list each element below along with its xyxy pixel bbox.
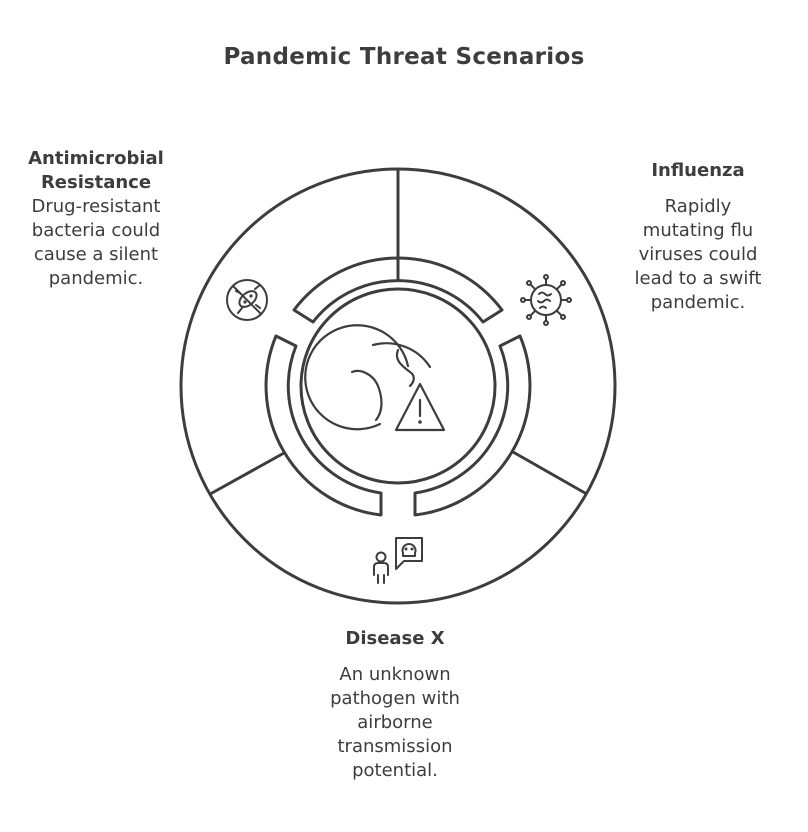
bacteria-crossed-icon [227,280,267,320]
scenario-description-line: lead to a swift [634,268,762,289]
person-skull-speech-icon [374,538,422,583]
virus-icon [521,275,571,325]
divider-right [513,452,585,493]
scenario-heading: Resistance [40,172,152,193]
scenario-description-line: Rapidly [664,196,732,217]
inner-arc-right [415,336,530,515]
scenario-description-line: Drug-resistant [31,196,161,217]
scenario-antimicrobial-resistance [10,147,182,291]
scenario-heading: Influenza [651,160,745,181]
inner-arc-left [266,336,381,515]
page-title: Pandemic Threat Scenarios [223,44,585,70]
center-circle [301,289,495,483]
scenario-description-line: transmission [337,736,453,757]
scenario-description-line: An unknown [339,664,451,685]
scenario-heading: Antimicrobial [28,148,164,169]
scenario-description-line: pandemic. [650,292,746,313]
scenario-heading: Disease X [345,628,445,649]
scenario-description-line: airborne [357,712,433,733]
scenario-description-line: pathogen with [330,688,460,709]
scenario-description-line: pandemic. [48,268,144,289]
divider-left [212,453,284,493]
scenario-description-line: potential. [352,760,438,781]
scenario-description-line: mutating flu [642,220,754,241]
globe-warning-icon [305,325,444,430]
scenario-influenza [618,159,778,315]
scenario-description-line: viruses could [638,244,758,265]
scenario-description-line: cause a silent [33,244,159,265]
scenario-description-line: bacteria could [31,220,161,241]
scenario-disease-x [300,627,490,783]
